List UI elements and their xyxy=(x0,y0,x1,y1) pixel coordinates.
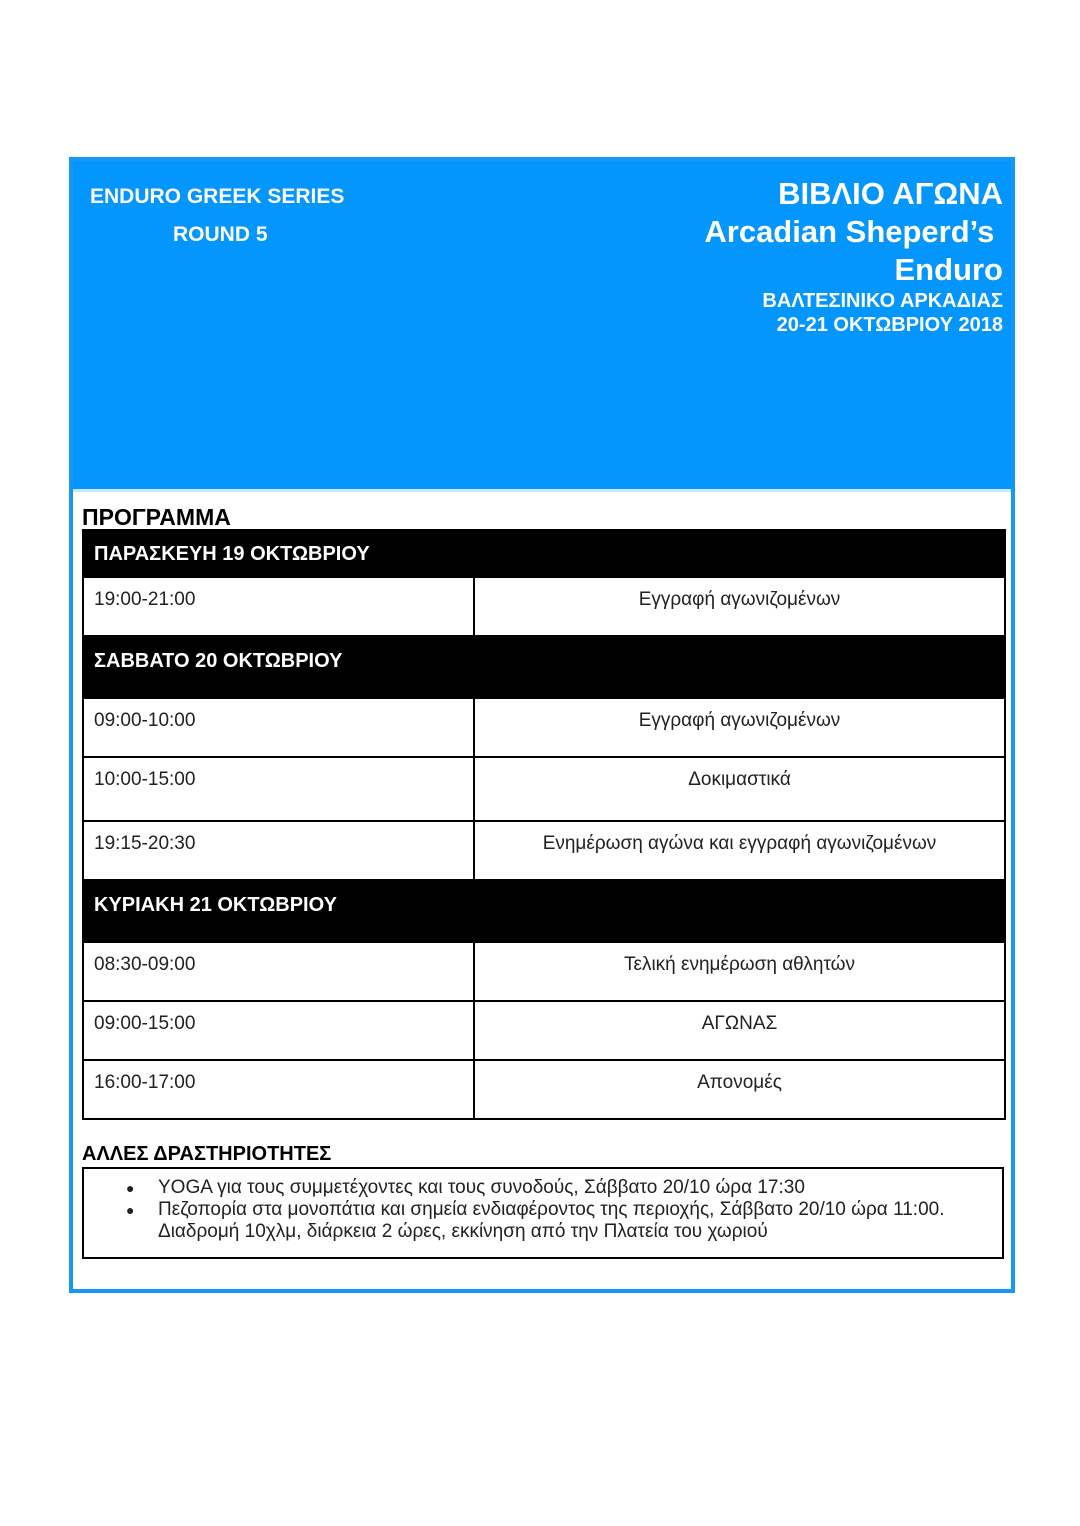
other-activities-title: ΑΛΛΕΣ ΔΡΑΣΤΗΡΙΟΤΗΤΕΣ xyxy=(82,1143,332,1165)
event-name-line1: Arcadian Sheperd’s xyxy=(704,214,1003,249)
activity-cell: Δοκιμαστικά xyxy=(474,757,1005,821)
time-cell: 19:00-21:00 xyxy=(83,577,474,636)
day-label: ΠΑΡΑΣΚΕΥΗ 19 ΟΚΤΩΒΡΙΟΥ xyxy=(83,530,474,577)
event-info xyxy=(704,175,1003,337)
time-cell: 09:00-15:00 xyxy=(83,1001,474,1060)
event-dates: 20-21 ΟΚΤΩΒΡΙΟΥ 2018 xyxy=(776,314,1003,336)
day-label: ΚΥΡΙΑΚΗ 21 ΟΚΤΩΒΡΙΟΥ xyxy=(83,880,1005,942)
time-cell: 19:15-20:30 xyxy=(83,821,474,880)
document-frame xyxy=(69,157,1015,1293)
table-row xyxy=(83,757,1005,821)
activity-cell: ΑΓΩΝΑΣ xyxy=(474,1001,1005,1060)
day-label: ΣΑΒΒΑΤΟ 20 ΟΚΤΩΒΡΙΟΥ xyxy=(83,636,1005,698)
list-item: ● YOGA για τους συμμετέχοντες και τους συνοδούς, Σάββατο 20/10 ώρα 17:30 xyxy=(158,1177,992,1199)
table-row xyxy=(83,698,1005,757)
schedule-table xyxy=(82,529,1006,1120)
activity-cell: Εγγραφή αγωνιζομένων xyxy=(474,698,1005,757)
time-cell: 08:30-09:00 xyxy=(83,942,474,1001)
table-row xyxy=(83,1001,1005,1060)
table-row xyxy=(83,821,1005,880)
activity-cell: Εγγραφή αγωνιζομένων xyxy=(474,577,1005,636)
series-name: ENDURO GREEK SERIES xyxy=(90,185,345,208)
activity-cell: Τελική ενημέρωση αθλητών xyxy=(474,942,1005,1001)
event-location: ΒΑΛΤΕΣΙΝΙΚΟ ΑΡΚΑΔΙΑΣ xyxy=(762,290,1003,312)
other-activities-list xyxy=(158,1177,992,1243)
activity-cell: Ενημέρωση αγώνα και εγγραφή αγωνιζομένων xyxy=(474,821,1005,880)
time-cell: 10:00-15:00 xyxy=(83,757,474,821)
time-cell: 16:00-17:00 xyxy=(83,1060,474,1119)
header-banner xyxy=(73,161,1011,492)
day-header-sunday xyxy=(83,880,1005,942)
day-header-saturday xyxy=(83,636,1005,698)
activity-cell: Απονομές xyxy=(474,1060,1005,1119)
table-row xyxy=(83,1060,1005,1119)
book-title: ΒΙΒΛΙΟ ΑΓΩΝΑ xyxy=(778,176,1003,211)
table-row xyxy=(83,942,1005,1001)
day-header-empty-cell xyxy=(474,530,1005,577)
program-title: ΠΡΟΓΡΑΜΜΑ xyxy=(82,504,231,530)
list-item: ● Πεζοπορία στα μονοπάτια και σημεία ενδιαφέροντος της περιοχής, Σάββατο 20/10 ώρα 11:00. Διαδρομή 10χλμ, διάρκεια 2 ώρες, εκκίνηση από την Πλατεία του χωριού xyxy=(158,1199,992,1243)
time-cell: 09:00-10:00 xyxy=(83,698,474,757)
round-label: ROUND 5 xyxy=(173,223,268,246)
day-header-friday xyxy=(83,530,1005,577)
event-name-line2: Enduro xyxy=(894,252,1003,287)
table-row xyxy=(83,577,1005,636)
other-activities-box xyxy=(82,1167,1004,1259)
